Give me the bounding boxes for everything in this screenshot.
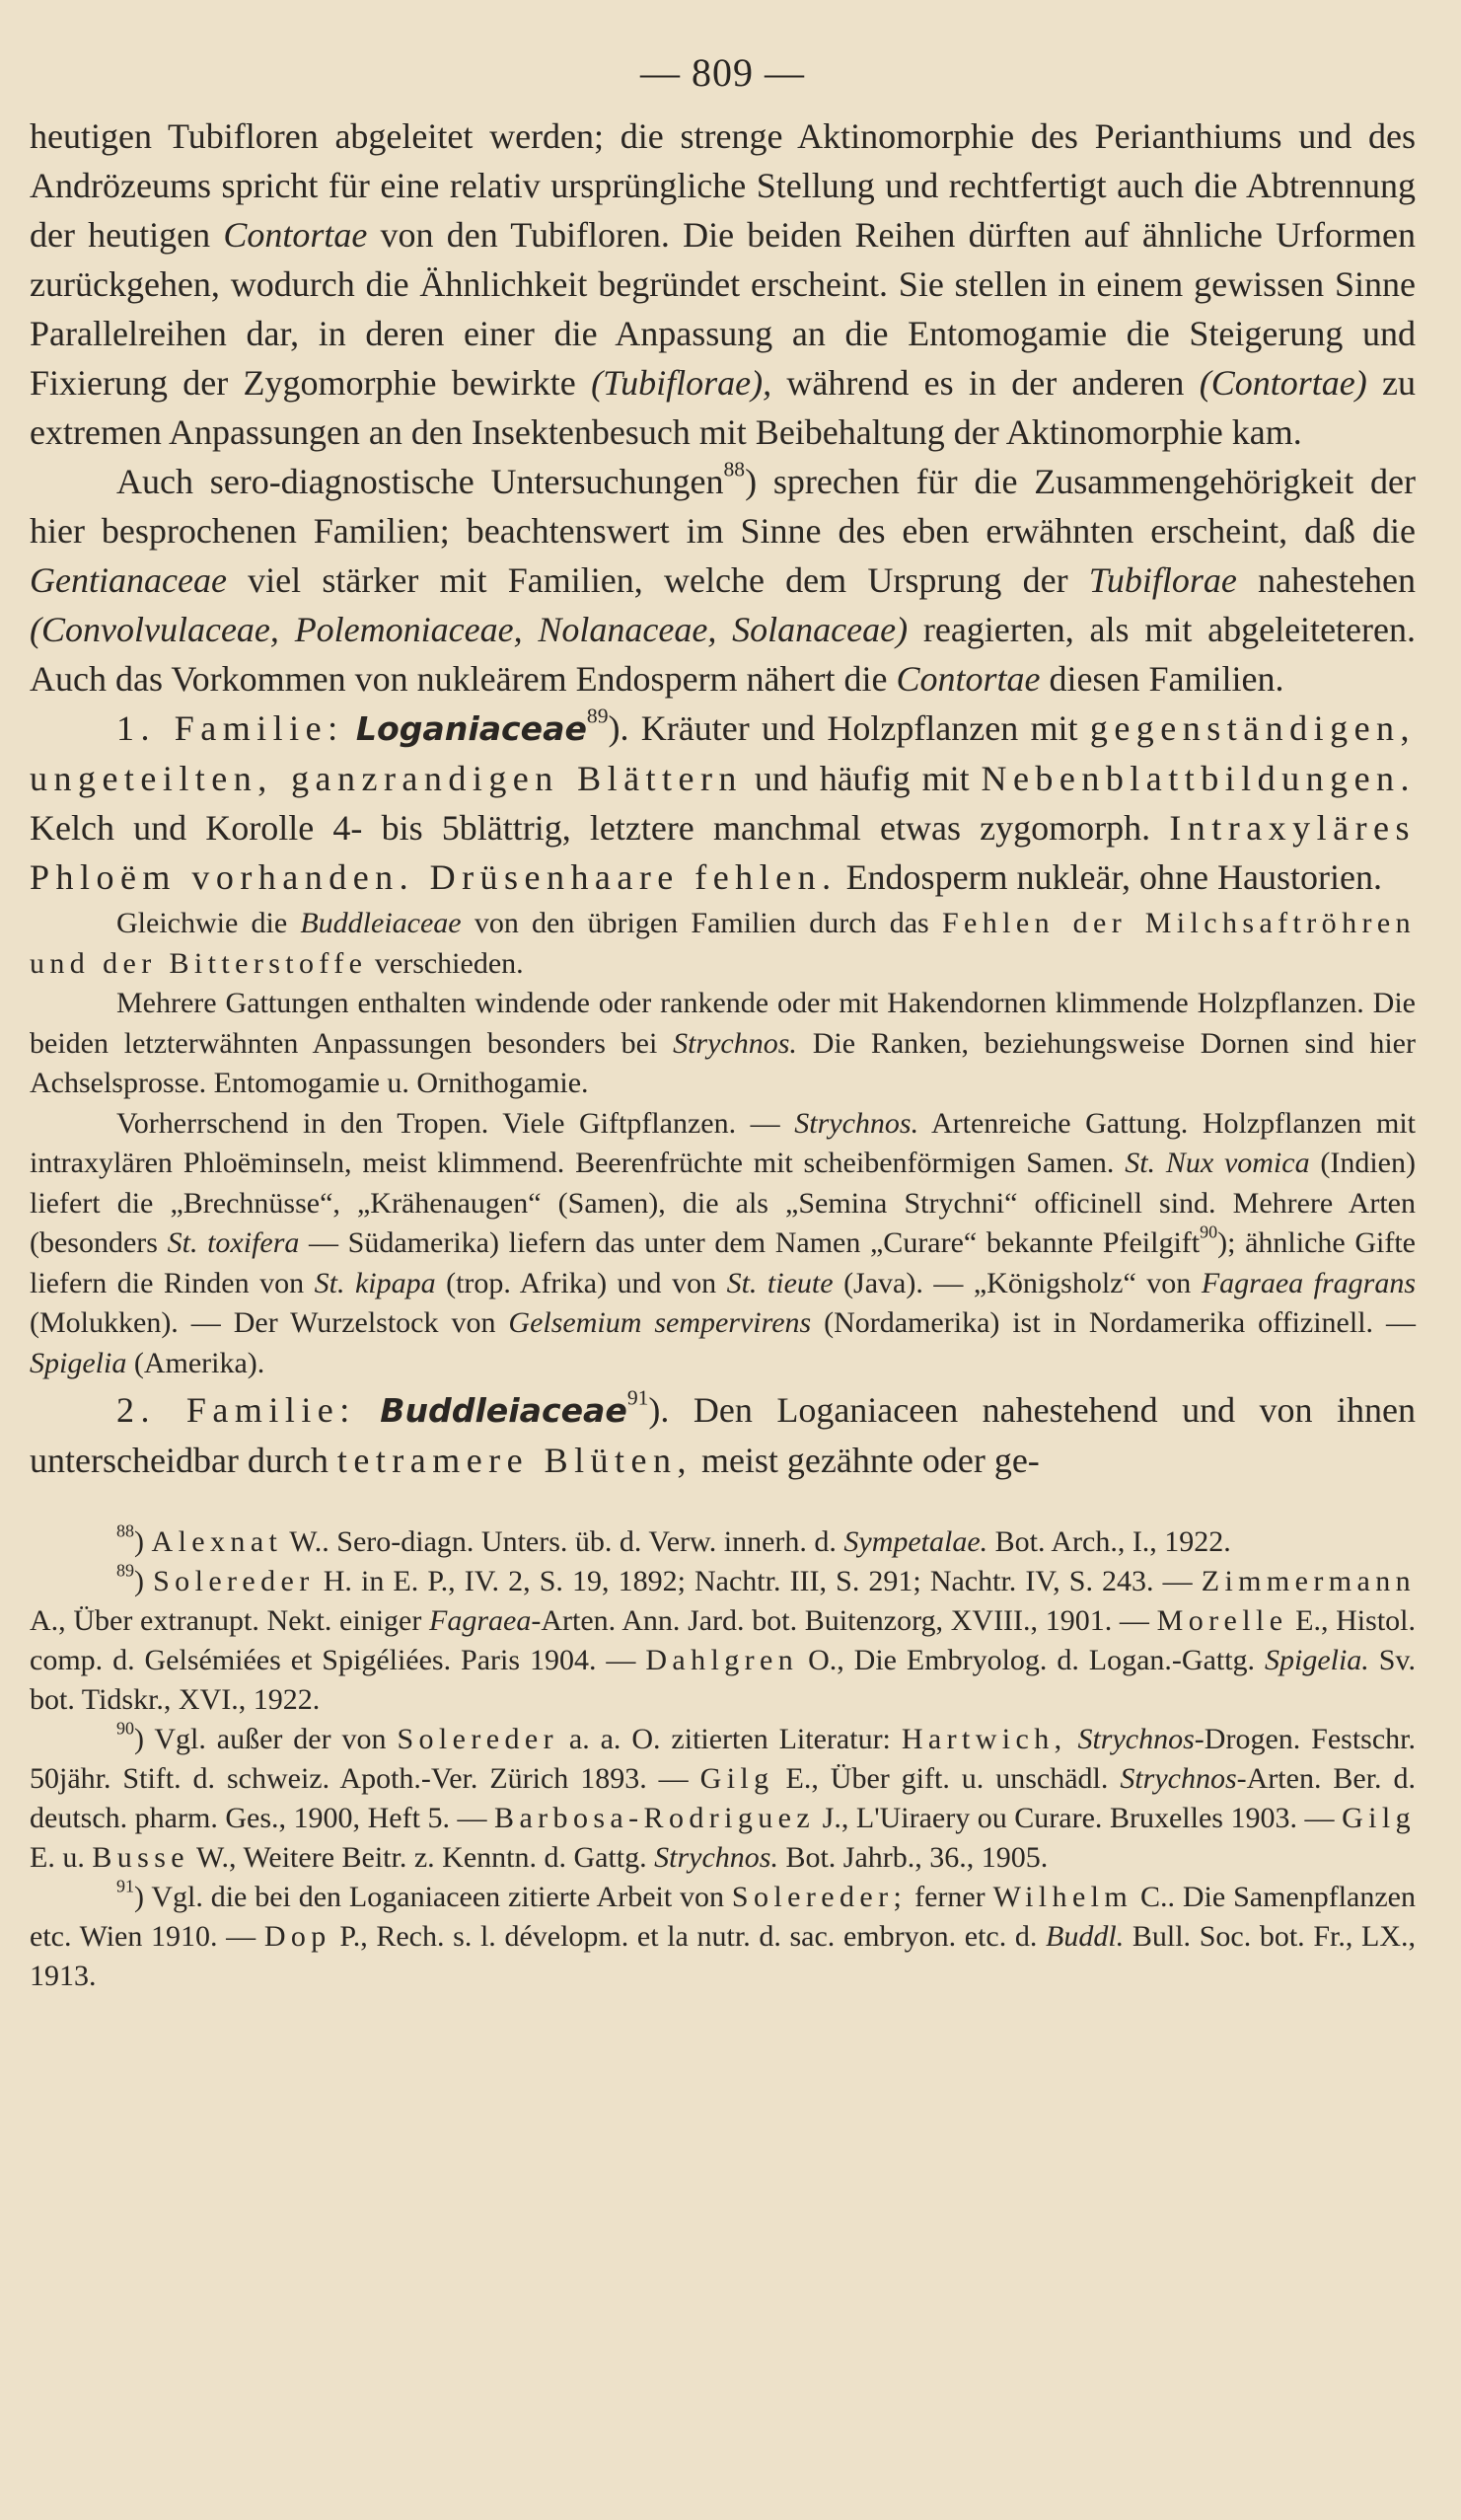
- text: ferner: [907, 1881, 993, 1913]
- author-name: Hartwich,: [901, 1723, 1067, 1755]
- taxon-name: (Tubiflorae),: [591, 363, 772, 403]
- text: Vgl. außer der von: [154, 1723, 398, 1755]
- text: Bull. Soc. bot. Fr., LX., 1913.: [30, 1920, 1416, 1992]
- author-name: Solereder: [397, 1723, 558, 1755]
- author-name: Barbosa-Rodriguez: [494, 1802, 816, 1834]
- text: (Amerika).: [126, 1346, 265, 1379]
- author-name: Alexnat: [151, 1525, 283, 1558]
- author-name: Solereder;: [731, 1881, 908, 1913]
- main-text-continued: [30, 1385, 1416, 1485]
- text: O., Die Embryolog. d. Logan.-Gattg.: [798, 1644, 1265, 1676]
- taxon-name: Sympetalae.: [843, 1525, 988, 1558]
- text: zu extremen Anpassungen an den Insektenbesuch mit Beibehaltung der Aktinomorphie kam.: [30, 363, 1416, 452]
- text: (Nordamerika) ist in Nordamerika offizinell. —: [811, 1306, 1416, 1339]
- taxon-name: Fagraea: [429, 1604, 532, 1637]
- taxon-name: (Contortae): [1199, 363, 1367, 403]
- taxon-name: Gelsemium sempervirens: [508, 1306, 812, 1339]
- footnotes: [30, 1522, 1416, 1996]
- text: -Arten. Ann. Jard. bot. Buitenzorg, XVIII., 1901. —: [531, 1604, 1157, 1637]
- text: ). Kräuter und Holzpflanzen mit: [608, 708, 1090, 748]
- footnote-mark: 91: [116, 1876, 134, 1896]
- text: Vgl. die bei den Loganiaceen zitierte Arbeit von: [151, 1881, 732, 1913]
- taxon-name: Buddl.: [1046, 1920, 1125, 1953]
- footnote-ref[interactable]: 89: [586, 704, 609, 728]
- text: -Arten. Ber. d. deutsch. pharm. Ges., 1900, Heft 5. —: [30, 1762, 1416, 1834]
- text: A., Über extranupt. Nekt. einiger: [30, 1604, 430, 1637]
- text: Die Ranken, beziehungsweise Dornen sind hier Achselsprosse. Entomogamie u. Ornithogamie.: [30, 1026, 1416, 1099]
- text: W.. Sero-diagn. Unters. üb. d. Verw. innerh. d.: [282, 1525, 844, 1558]
- text: Auch sero-diagnostische Untersuchungen: [116, 462, 724, 501]
- taxon-name: Buddleiaceae: [300, 907, 462, 939]
- footnote-ref[interactable]: 91: [626, 1385, 649, 1410]
- taxon-name: St. kipapa: [314, 1266, 436, 1299]
- family-name: Loganiaceae: [355, 709, 587, 748]
- footnote-ref[interactable]: 90: [1200, 1222, 1218, 1242]
- text: diesen Familien.: [1040, 659, 1284, 699]
- main-text: [30, 111, 1416, 902]
- footnote-89: $^{89}$) Solereder H. in E. P., IV. 2, S. 19, 1892; Nachtr. III, S. 291; Nachtr. IV, S. 243. — Zimmermann A., Über extranupt. Nekt. einiger Fagraea-Arten. Ann. Jard. bot. Buitenzorg, XVIII., 1901. — Morelle E., Histol. comp. d. Gelsémiées et Spigéliées. Paris 1904. — Dahlgren O., Die Embryolog. d. Logan.-Gattg. Spigelia. Sv. bot. Tidskr., XVI., 1922.: [30, 1560, 1417, 1716]
- text: verschieden.: [367, 946, 524, 980]
- text: -Drogen. Festschr. 50jähr. Stift. d. schweiz. Apoth.-Ver. Zürich 1893. —: [30, 1723, 1417, 1795]
- taxon-name: St. tieute: [726, 1266, 834, 1299]
- footnote-mark: 88: [116, 1520, 134, 1541]
- text: J., L'Uiraery ou Curare. Bruxelles 1903. —: [815, 1802, 1343, 1834]
- text: Endosperm nukleär, ohne Haustorien.: [837, 857, 1382, 897]
- text: Bot. Arch., I., 1922.: [987, 1525, 1231, 1558]
- footnote-ref[interactable]: 88: [723, 457, 746, 482]
- paragraph-buddleiaceae: [30, 1385, 1416, 1485]
- emphasis: Intraxyläres Phloëm vorhanden. Drüsenhaare fehlen.: [30, 808, 1416, 897]
- text: W., Weitere Beitr. z. Kenntn. d. Gattg.: [189, 1841, 655, 1874]
- author-name: Dahlgren: [645, 1644, 799, 1676]
- text: Kelch und Korolle 4- bis 5blättrig, letztere manchmal etwas zygomorph.: [30, 808, 1170, 848]
- taxon-name: Spigelia.: [1264, 1644, 1369, 1676]
- author-name: Dop: [263, 1920, 331, 1953]
- emphasis: Fehlen der Milchsaftröhren und der Bitterstoffe: [30, 907, 1416, 980]
- author-name: Morelle: [1156, 1604, 1288, 1637]
- taxon-name: Strychnos.: [654, 1841, 778, 1874]
- small-paragraph-3: [30, 1104, 1416, 1384]
- taxon-name: Contortae: [223, 215, 368, 255]
- footnote-90: $^{90}$) Vgl. außer der von Solereder a. a. O. zitierten Literatur: Hartwich, Strychnos-Drogen. Festschr. 50jähr. Stift. d. schweiz. Apoth.-Ver. Zürich 1893. — Gilg E., Über gift. u. unschädl. Strychnos-Arten. Ber. d. deutsch. pharm. Ges., 1900, Heft 5. — Barbosa-Rodriguez J., L'Uiraery ou Curare. Bruxelles 1903. — Gilg E. u. Busse W., Weitere Beitr. z. Kenntn. d. Gattg. Strychnos. Bot. Jahrb., 36., 1905.: [30, 1718, 1417, 1874]
- small-paragraph-2: [30, 984, 1416, 1104]
- footnote-mark: 90: [116, 1718, 134, 1739]
- text: ) sprechen für die Zusammengehörigkeit der hier besprochenen Familien; beachtenswert im Sinne des eben erwähnten erscheint, daß die: [30, 462, 1416, 551]
- emphasis: gegenständigen, ungeteilten, ganzrandigen Blättern: [30, 708, 1416, 798]
- author-name: Gilg: [1342, 1802, 1416, 1834]
- text: ). Den Loganiaceen nahestehend und von ihnen unterscheidbar durch: [30, 1390, 1417, 1480]
- author-name: Wilhelm: [992, 1881, 1133, 1913]
- text: — Südamerika) liefern das unter dem Namen „Curare“ bekannte Pfeilgift: [299, 1226, 1201, 1259]
- family-label: 1. Familie:: [116, 708, 344, 748]
- text: von den übrigen Familien durch das: [461, 907, 942, 939]
- text: E., Über gift. u. unschädl.: [773, 1762, 1121, 1795]
- taxon-name: Strychnos: [1120, 1762, 1237, 1795]
- taxon-name: St. toxifera: [167, 1226, 300, 1259]
- footnote-mark: 89: [116, 1560, 134, 1581]
- taxon-name: Tubiflorae: [1088, 560, 1237, 600]
- emphasis: tetramere Blüten,: [336, 1441, 693, 1480]
- footnote-88: $^{88}$) Alexnat W.. Sero-diagn. Unters. üb. d. Verw. innerh. d. Sympetalae. Bot. Arch., I., 1922.: [116, 1520, 1231, 1558]
- text: Artenreiche Gattung. Holzpflanzen mit intraxylären Phloëminseln, meist klimmend. Beerenfrüchte mit scheibenförmigen Samen.: [30, 1106, 1416, 1179]
- text: (Indien) liefert die „Brechnüsse“, „Krähenaugen“ (Samen), die als „Semina Strychni“ officinell sind. Mehrere Arten (besonders: [30, 1147, 1416, 1259]
- text: während es in der anderen: [771, 363, 1200, 403]
- text: (Java). — „Königsholz“ von: [833, 1266, 1202, 1299]
- taxon-name: Contortae: [896, 659, 1041, 699]
- text: C.. Die Samenpflanzen etc. Wien 1910. —: [30, 1881, 1417, 1953]
- text: E., Histol. comp. d. Gelsémiées et Spigéliées. Paris 1904. —: [30, 1604, 1416, 1676]
- paragraph-loganiaceae: [30, 704, 1416, 902]
- text: P., Rech. s. l. dévelopm. et la nutr. d. sac. embryon. etc. d.: [330, 1920, 1047, 1953]
- taxon-name: Strychnos.: [794, 1106, 919, 1140]
- taxon-name: Spigelia: [30, 1346, 127, 1379]
- author-name: Solereder: [153, 1565, 315, 1597]
- text: [1067, 1723, 1078, 1755]
- text: E. u.: [30, 1841, 93, 1874]
- text: von den Tubifloren. Die beiden Reihen dürften auf ähnliche Urformen zurückgehen, wodurch die Ähnlichkeit begründet erscheint. Sie stellen in einem gewissen Sinne Parallelreihen dar, in deren einer die Anpassung an die Entomogamie die Steigerung und Fixierung der Zygomorphie bewirkte: [30, 215, 1416, 403]
- paragraph-sero-diagnostics: [30, 457, 1416, 704]
- author-name: Gilg: [699, 1762, 774, 1795]
- text: meist gezähnte oder ge-: [692, 1441, 1040, 1480]
- small-paragraph-1: [30, 904, 1416, 984]
- taxon-name: (Convolvulaceae, Polemoniaceae, Nolanaceae, Solanaceae): [30, 610, 909, 649]
- taxon-name: Strychnos: [1077, 1723, 1195, 1755]
- text: nahestehen: [1236, 560, 1416, 600]
- text: reagierten, als mit abgeleiteteren. Auch das Vorkommen von nukleärem Endosperm nähert die: [30, 610, 1416, 699]
- family-name: Buddleiaceae: [380, 1391, 627, 1430]
- taxon-name: St. Nux vomica: [1125, 1147, 1310, 1179]
- footnote-91: $^{91}$) Vgl. die bei den Loganiaceen zitierte Arbeit von Solereder; ferner Wilhelm C.. Die Samenpflanzen etc. Wien 1910. — Dop P., Rech. s. l. dévelopm. et la nutr. d. sac. embryon. etc. d. Buddl. Bull. Soc. bot. Fr., LX., 1913.: [30, 1876, 1417, 1992]
- text: ); ähnliche Gifte liefern die Rinden von: [30, 1226, 1417, 1299]
- text: a. a. O. zitierten Literatur:: [557, 1723, 902, 1755]
- text: viel stärker mit Familien, welche dem Ursprung der: [226, 560, 1089, 600]
- taxon-name: Gentianaceae: [30, 560, 227, 600]
- text: (trop. Afrika) und von: [435, 1266, 727, 1299]
- text: H. in E. P., IV. 2, S. 19, 1892; Nachtr. III, S. 291; Nachtr. IV, S. 243. —: [314, 1565, 1202, 1597]
- text: Sv. bot. Tidskr., XVI., 1922.: [30, 1644, 1416, 1716]
- text: und häufig mit: [742, 759, 982, 798]
- author-name: Busse: [92, 1841, 190, 1874]
- paragraph-contortae: [30, 111, 1416, 457]
- taxon-name: Strychnos.: [673, 1026, 797, 1060]
- text: heutigen Tubifloren abgeleitet werden; die strenge Aktinomorphie des Perianthiums und des Andrözeums spricht für eine relativ ursprüngliche Stellung und rechtfertigt auch die Abtrennung der heutigen: [30, 116, 1416, 255]
- text: Vorherrschend in den Tropen. Viele Giftpflanzen. —: [116, 1106, 795, 1140]
- page-number: — 809 —: [640, 50, 805, 95]
- author-name: Zimmermann: [1201, 1565, 1417, 1597]
- small-print: [30, 904, 1416, 1383]
- family-label: 2. Familie:: [116, 1390, 356, 1430]
- text: Mehrere Gattungen enthalten windende oder rankende oder mit Hakendornen klimmende Holzpflanzen. Die beiden letzterwähnten Anpassungen besonders bei: [30, 987, 1416, 1060]
- taxon-name: Fagraea fragrans: [1201, 1266, 1417, 1299]
- text: Bot. Jahrb., 36., 1905.: [777, 1841, 1049, 1874]
- text: (Molukken). — Der Wurzelstock von: [30, 1306, 509, 1339]
- emphasis: Nebenblattbildungen.: [981, 759, 1416, 798]
- text: Gleichwie die: [116, 907, 301, 939]
